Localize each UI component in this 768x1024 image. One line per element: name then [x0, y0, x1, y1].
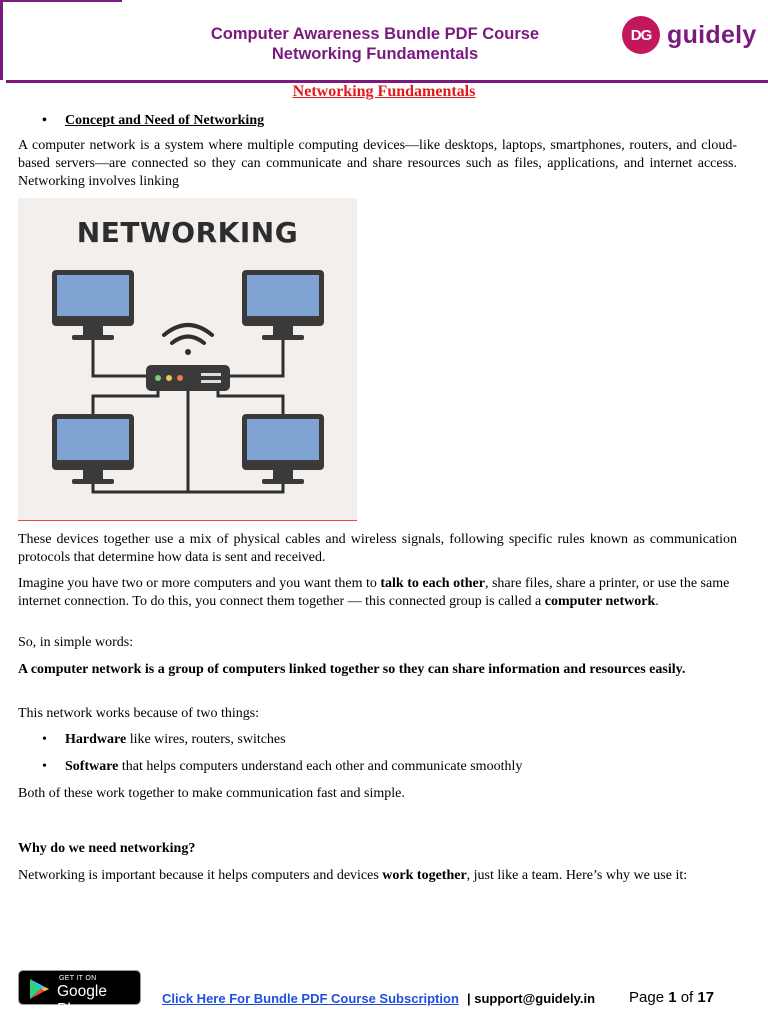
intro-paragraph: A computer network is a system where multiple computing devices—like desktops, laptops, smartphones, routers, and cloud-based servers—are connected so they can communicate and share resources such as files, applications, and internet access. Networking involves linking	[18, 138, 737, 189]
guidely-logo	[622, 16, 757, 54]
logo-mark: DG	[622, 16, 660, 54]
network-diagram	[18, 198, 357, 520]
imagine-bold-1: talk to each other	[380, 576, 485, 591]
bullet-icon: •	[42, 732, 47, 747]
subscription-link[interactable]: Click Here For Bundle PDF Course Subscription	[162, 991, 459, 1006]
imagine-text-3: .	[655, 594, 659, 609]
figure-divider	[18, 520, 357, 521]
simple-words-paragraph: So, in simple words:	[18, 635, 134, 650]
both-paragraph: Both of these work together to make communication fast and simple.	[18, 786, 405, 801]
computer-monitor-icon	[242, 270, 324, 340]
imagine-text-1: Imagine you have two or more computers and you want them to	[18, 576, 381, 591]
imagine-text-2: , share files, share a printer, or use the same internet connection. To do this, you connect them together — this connected group is called a	[18, 576, 730, 609]
section-heading	[42, 112, 264, 130]
badge-small-text: GET IT ON	[59, 975, 97, 982]
why-heading: Why do we need networking?	[18, 841, 196, 856]
list-item-text: like wires, routers, switches	[126, 732, 286, 747]
devices-paragraph: These devices together use a mix of physical cables and wireless signals, following specific rules known as communication protocols that determine how data is sent and received.	[18, 532, 737, 565]
play-store-icon	[27, 977, 51, 1001]
page-current: 1	[668, 989, 677, 1006]
why-text-1: Networking is important because it helps computers and devices	[18, 868, 383, 883]
page-label: Page	[629, 989, 669, 1006]
header-title	[160, 24, 590, 64]
networking-illustration	[18, 198, 357, 520]
two-things-paragraph: This network works because of two things:	[18, 706, 260, 721]
logo-text: guidely	[667, 20, 757, 49]
badge-store-name: Google Play	[57, 983, 107, 1018]
google-play-badge[interactable]	[18, 970, 141, 1018]
why-text-2: , just like a team. Here’s why we use it:	[466, 868, 688, 883]
bullet-icon: •	[42, 759, 47, 774]
wifi-icon	[164, 325, 212, 355]
computer-monitor-icon	[242, 414, 324, 484]
page-number	[629, 989, 714, 1006]
list-item-bold: Software	[65, 759, 119, 774]
why-paragraph	[18, 867, 737, 885]
router-icon	[146, 365, 230, 391]
computer-monitor-icon	[52, 414, 134, 484]
section-heading-text: Concept and Need of Networking	[65, 113, 265, 128]
header-corner-line-left	[0, 0, 3, 80]
page-total: 17	[697, 989, 715, 1006]
list-item-text: that helps computers understand each other and communicate smoothly	[118, 759, 523, 774]
bullet-icon: •	[42, 113, 47, 128]
header-title-line1: Computer Awareness Bundle PDF Course	[210, 25, 540, 43]
page-of: of	[676, 989, 698, 1006]
list-item	[42, 731, 286, 749]
list-item-bold: Hardware	[65, 732, 127, 747]
list-item	[42, 758, 522, 776]
support-email: | support@guidely.in	[467, 991, 596, 1006]
imagine-bold-2: computer network	[544, 594, 656, 609]
header-title-line2: Networking Fundamentals	[271, 45, 479, 63]
why-bold: work together	[382, 868, 467, 883]
page-title: Networking Fundamentals	[292, 83, 476, 100]
header-corner-line	[0, 0, 122, 2]
imagine-paragraph	[18, 575, 737, 611]
figure-title: NETWORKING	[76, 216, 299, 249]
definition-paragraph: A computer network is a group of computers linked together so they can share information and resources easily.	[18, 662, 686, 677]
computer-monitor-icon	[52, 270, 134, 340]
